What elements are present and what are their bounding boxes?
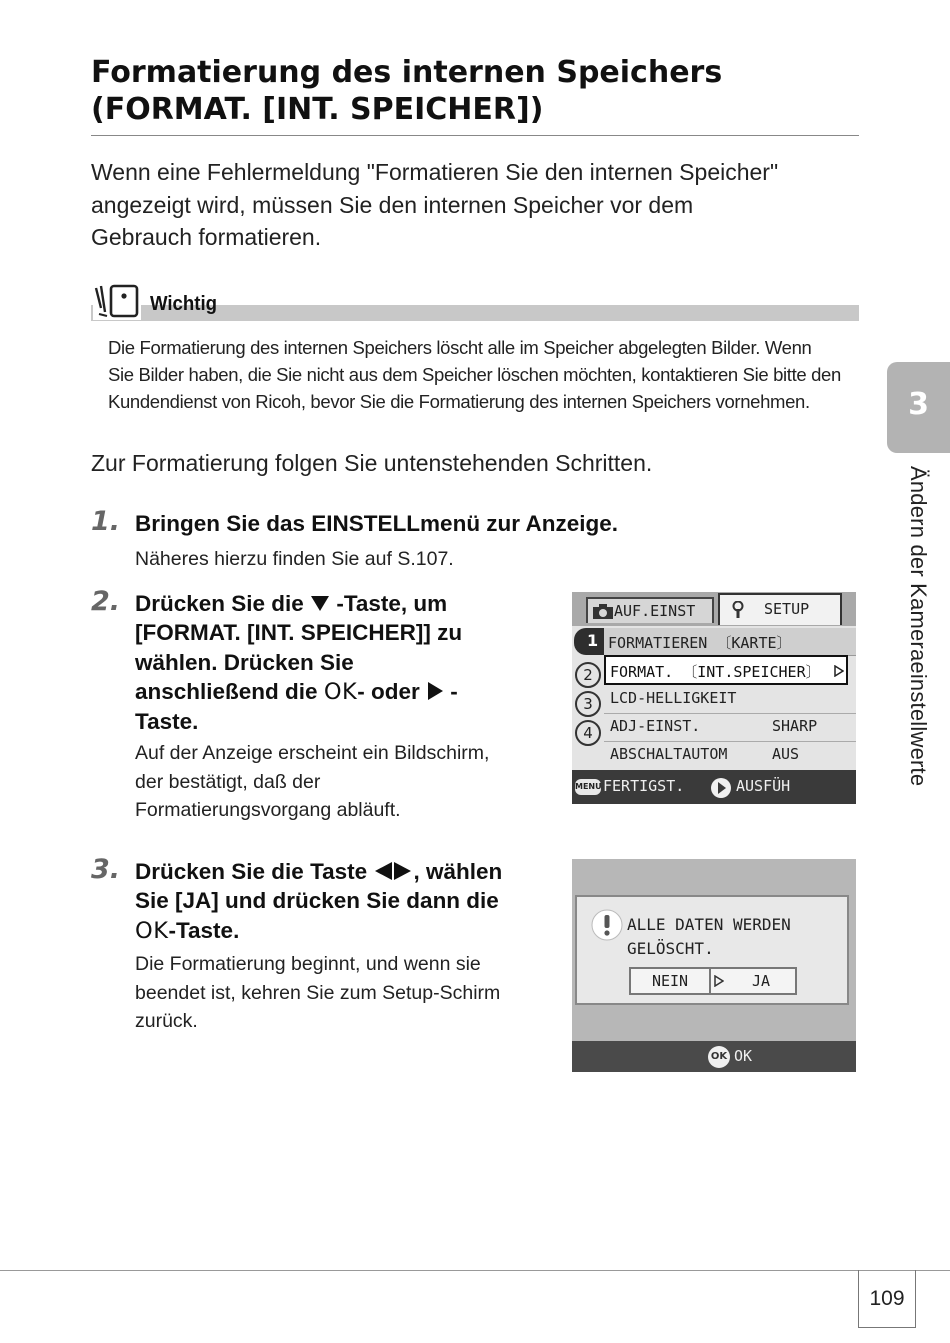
menu-item-label: FORMATIEREN 〔KARTE〕 xyxy=(608,634,792,652)
step-3-body xyxy=(135,950,555,1036)
camera-icon xyxy=(592,604,614,620)
menu-footer xyxy=(572,770,856,804)
step-3-number: 3. xyxy=(91,854,121,885)
step-3-body-line-2: beendet ist, kehren Sie zum Setup-Schirm xyxy=(135,981,501,1004)
tab-setup-label: SETUP xyxy=(764,600,810,618)
step-2-head-text: -Taste, um xyxy=(330,591,448,616)
menu-item-label: FORMAT. 〔INT.SPEICHER〕 xyxy=(610,663,821,681)
step-1-body: Näheres hierzu finden Sie auf S.107. xyxy=(135,548,454,570)
page-marker-active xyxy=(574,628,604,655)
step-1-number: 1. xyxy=(91,506,121,537)
ja-button[interactable]: JA xyxy=(751,972,771,990)
page-marker-4: 4 xyxy=(575,720,601,746)
camera-setup-menu-screen xyxy=(572,592,856,804)
nein-button[interactable]: NEIN xyxy=(631,969,711,993)
confirm-message xyxy=(627,913,791,961)
tab-auf-einst-label: AUF.EINST xyxy=(614,602,696,620)
step-2-head-text: anschließend die xyxy=(135,678,324,704)
menu-item-label: LCD-HELLIGKEIT xyxy=(610,689,737,707)
right-triangle-icon xyxy=(426,681,444,701)
intro-line-2: angezeigt wird, müssen Sie den internen Speicher vor dem xyxy=(91,191,694,218)
memo-icon xyxy=(93,282,141,320)
footer-ausfueh-label: AUSFÜH xyxy=(736,777,791,795)
intro-line-1: Wenn eine Fehlermeldung "Formatieren Sie den internen Speicher" xyxy=(91,159,779,185)
step-3-body-line-1: Die Formatierung beginnt, und wenn sie xyxy=(135,953,481,975)
intro-line-3: Gebrauch formatieren. xyxy=(91,224,322,250)
chapter-title-text: Ändern der Kameraeinstellwerte xyxy=(906,466,931,787)
selector-arrow-icon xyxy=(714,975,724,987)
down-triangle-icon xyxy=(310,594,330,612)
menu-item-value: SHARP xyxy=(772,717,818,735)
steps-lead: Zur Formatierung folgen Sie untenstehenden Schritten. xyxy=(91,450,653,476)
menu-item-label: ABSCHALTAUTOM xyxy=(610,745,728,763)
confirm-message-line-2: GELÖSCHT. xyxy=(627,939,714,958)
menu-item-label: ADJ-EINST. xyxy=(610,717,701,735)
chapter-title xyxy=(880,466,940,836)
menu-item-abschaltautom[interactable] xyxy=(604,741,856,769)
right-circle-icon xyxy=(710,777,732,799)
important-label: Wichtig xyxy=(150,293,217,315)
footer-ok-label: OK xyxy=(734,1047,753,1065)
exclamation-icon xyxy=(591,909,623,941)
page-marker-3: 3 xyxy=(575,691,601,717)
camera-confirm-screen xyxy=(572,859,856,1072)
title-line-2: (FORMAT. [INT. SPEICHER]) xyxy=(91,92,544,127)
choice-group xyxy=(629,967,797,995)
step-3-body-line-3: zurück. xyxy=(135,1010,198,1033)
step-3-head-line-2: Sie [JA] und drücken Sie dann die xyxy=(135,888,499,914)
step-2-head-line-5: Taste. xyxy=(135,709,199,735)
footer-fertigst-label: FERTIGST. xyxy=(603,777,685,795)
footer-divider xyxy=(0,1270,950,1271)
menu-item-adj-einst[interactable] xyxy=(604,713,856,742)
page-marker-2: 2 xyxy=(575,662,601,688)
intro-paragraph xyxy=(91,156,871,254)
step-2-head-line-3: wählen. Drücken Sie xyxy=(135,649,354,675)
step-3-heading xyxy=(135,857,555,946)
step-2-body xyxy=(135,739,555,825)
wrench-icon xyxy=(730,601,746,619)
important-line-2: Sie Bilder haben, die Sie nicht aus dem Speicher löschen möchten, kontaktieren Sie bitte den xyxy=(108,364,841,385)
tab-auf-einst xyxy=(586,597,714,623)
step-2-head-text: Drücken Sie die xyxy=(135,591,311,616)
step-2-body-line-1: Auf der Anzeige erscheint ein Bildschirm, xyxy=(135,742,490,764)
title-divider xyxy=(91,135,859,136)
submenu-arrow-icon xyxy=(834,665,844,677)
step-2-head-text: - oder xyxy=(357,678,427,704)
confirm-message-line-1: ALLE DATEN WERDEN xyxy=(627,915,791,934)
ok-key-label: OK xyxy=(323,678,358,705)
menu-item-format-int-speicher[interactable] xyxy=(604,655,848,685)
important-line-3: Kundendienst von Ricoh, bevor Sie die Formatierung des internen Speichers vornehmen. xyxy=(108,391,810,412)
step-2-head-text: - xyxy=(444,678,458,704)
step-2-number: 2. xyxy=(91,586,121,617)
confirm-footer xyxy=(572,1041,856,1072)
step-1-heading: Bringen Sie das EINSTELLmenü zur Anzeige. xyxy=(135,511,618,536)
page-marker-1: 1 xyxy=(587,631,599,650)
step-3-head-text: Drücken Sie die Taste xyxy=(135,859,374,884)
menu-item-formatieren-karte[interactable] xyxy=(604,628,856,656)
menu-item-lcd-helligkeit[interactable] xyxy=(604,685,856,714)
tab-setup xyxy=(718,593,842,625)
ok-key-icon: OK xyxy=(708,1046,730,1068)
step-2-body-line-2: der bestätigt, daß der xyxy=(135,770,321,793)
confirm-dialog xyxy=(575,895,849,1005)
menu-key-icon: MENU xyxy=(575,779,601,795)
left-right-triangle-icon xyxy=(373,861,413,881)
ok-key-label: OK xyxy=(135,917,169,944)
step-2-heading xyxy=(135,589,555,736)
important-line-1: Die Formatierung des internen Speichers löscht alle im Speicher abgelegten Bilder. Wenn xyxy=(108,337,812,358)
page-title xyxy=(91,54,861,128)
step-3-head-text: , wählen xyxy=(413,859,503,884)
title-line-1: Formatierung des internen Speichers xyxy=(91,55,723,90)
step-2-body-line-3: Formatierungsvorgang abläuft. xyxy=(135,799,401,822)
important-text xyxy=(108,334,868,415)
menu-item-value: AUS xyxy=(772,745,800,763)
chapter-number: 3 xyxy=(908,387,929,422)
page-number: 109 xyxy=(869,1287,905,1310)
step-2-head-line-2: [FORMAT. [INT. SPEICHER]] zu xyxy=(135,620,463,646)
step-3-head-text: -Taste. xyxy=(168,917,240,943)
